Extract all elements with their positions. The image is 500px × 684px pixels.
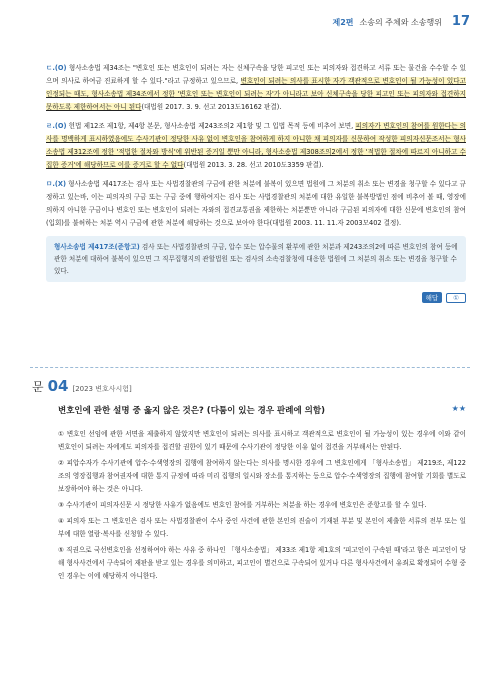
item-text: 형사소송법 제34조는 "변호인 또는 변호인이 되려는 자는 신체구속을 당한 피고인 또는 피의자와 접견하고 서류 또는 물건을 수수할 수 있으며 의사로 하여금 진료하게 할 수 있다."라고 규정하고 있으므로, <box>46 64 466 85</box>
question-title: 변호인에 관한 설명 중 옳지 않은 것은? (다툼이 있는 경우 판례에 의함) <box>58 406 325 416</box>
section-divider <box>30 367 470 368</box>
chapter-label: 제2편 <box>332 18 354 27</box>
item-text-highlight: 피의자가 변호인의 참여를 원한다는 의사를 명백하게 표시하였음에도 수사기관이 정당한 사유 없이 변호인을 참여하게 하지 아니한 채 피의자를 신문하여 작성한 피의자신문조서는 형사소송법 제312조에 정한 '적법한 절차와 방식'에 위반된 증거일 뿐만 아니라, 형사소송법 제308조의2에서 정한 '적법한 절차에 따르지 아니하고 수집한 증거'에 해당하므로 이를 증거로 할 수 없다 <box>46 122 466 169</box>
item-marker: ㅁ.(X) <box>46 180 66 188</box>
answer-options <box>58 428 466 586</box>
question-header <box>32 377 132 395</box>
statute-note-box <box>46 236 466 282</box>
option-3: ③ 수사기관이 피의자신문 시 정당한 사유가 없음에도 변호인 참여를 거부하는 처분을 하는 경우에 변호인은 준항고를 할 수 있다. <box>58 501 427 509</box>
difficulty-stars: ★★ <box>451 404 466 413</box>
page-header <box>333 14 471 29</box>
item-text: 형사소송법 제417조는 검사 또는 사법경찰관의 구금에 관한 처분에 불복이 있으면 법원에 그 처분의 취소 또는 변경을 청구할 수 있다고 규정하고 있는바, 이는 피의자의 구금 또는 구금 중에 행하여지는 검사 또는 사법경찰관의 처분에 대한 유일한 불복방법인 점에 비추어 볼 때, 영장에 의하지 아니한 구금이나 변호인 또는 변호인이 되려는 자와의 접견교통권을 제한하는 처분뿐만 아니라 구금된 피의자에 대한 신문에 변호인의 참여(입회)를 불허하는 처분 역시 구금에 관한 처분에 해당하는 것으로 보아야 한다 <box>46 180 466 227</box>
option-4: ④ 피의자 또는 그 변호인은 검사 또는 사법경찰관이 수사 중인 사건에 관한 본인의 진술이 기재된 부분 및 본인이 제출한 서류의 전부 또는 일부에 대한 열람·복사를 신청할 수 있다. <box>58 517 466 538</box>
option-1: ① 변호인 선임에 관한 서면을 제출하지 않았지만 변호인이 되려는 의사를 표시하고 객관적으로 변호인이 될 가능성이 있는 경우에 이와 같이 변호인이 되려는 자에게도 피의자를 접견할 권한이 있기 때문에 수사기관이 정당한 이유 없이 접견을 거부해서는 안된다. <box>58 430 466 451</box>
option-5: ⑤ 직권으로 국선변호인을 선정하여야 하는 사유 중 하나인 「형사소송법」 제33조 제1항 제1호의 '피고인이 구속된 때'라고 함은 피고인이 당해 형사사건에서 구속되어 재판을 받고 있는 경우를 의미하고, 피고인이 별건으로 구속되어 있거나 다른 형사사건에서 유죄로 확정되어 수형 중인 경우는 이에 해당하지 아니한다. <box>58 546 466 580</box>
explanation-item-r <box>46 120 466 172</box>
item-citation: (대법원 2017. 3. 9. 선고 2013도16162 판결). <box>141 103 282 111</box>
item-marker: ㄷ.(O) <box>46 64 67 72</box>
item-citation: (대법원 2003. 11. 11.자 2003모402 결정). <box>269 219 402 227</box>
answer-value: ① <box>446 293 466 303</box>
item-citation: (대법원 2013. 3. 28. 선고 2010도3359 판결). <box>183 161 324 169</box>
explanation-section <box>46 62 466 303</box>
page-number: 17 <box>451 14 470 29</box>
explanation-item-d <box>46 62 466 114</box>
chapter-title: 소송의 주체와 소송행위 <box>359 18 442 27</box>
option-2: ② 피압수자가 수사기관에 압수·수색영장의 집행에 참여하지 않는다는 의사를 명시한 경우에 그 변호인에게 「형사소송법」 제219조, 제122조의 영장집행과 참여권자에 대한 통지 규정에 따라 미리 집행의 일시와 장소를 통지하는 등으로 압수·수색영장의 집행에 참여할 기회를 별도로 보장하여야 하는 것은 아니다. <box>58 459 466 493</box>
answer-tag: 해답 <box>422 292 443 303</box>
question-number: 04 <box>47 377 69 395</box>
answer-row <box>46 292 466 303</box>
item-marker: ㄹ.(O) <box>46 122 67 130</box>
statute-text: 검사 또는 사법경찰관의 구금, 압수 또는 압수물의 환부에 관한 처분과 제243조의2에 따른 변호인의 참여 등에 관한 처분에 대하여 불복이 있으면 그 직무집행지의 관할법원 또는 검사의 소속검찰청에 대응한 법원에 그 처분의 취소 또는 변경을 청구할 수 있다. <box>54 243 458 275</box>
item-text: 헌법 제12조 제1항, 제4항 본문, 형사소송법 제243조의2 제1항 및 그 입법 목적 등에 비추어 보면, <box>66 122 356 130</box>
statute-label: 형사소송법 제417조(준항고) <box>54 243 140 251</box>
item-text-highlight: 변호인이 되려는 의사를 표시한 자가 객관적으로 변호인이 될 가능성이 있다고 인정되는 때도, 형사소송법 제34조에서 정한 '변호인 또는 변호인이 되려는 자'가 아니라고 보아 신체구속을 당한 피고인 또는 피의자와 접견하지 못하도록 제한하여서는 아니 된다 <box>46 77 466 111</box>
question-source: [2023 변호사시험] <box>72 385 132 393</box>
explanation-item-m <box>46 178 466 230</box>
question-label: 문 <box>32 380 44 394</box>
